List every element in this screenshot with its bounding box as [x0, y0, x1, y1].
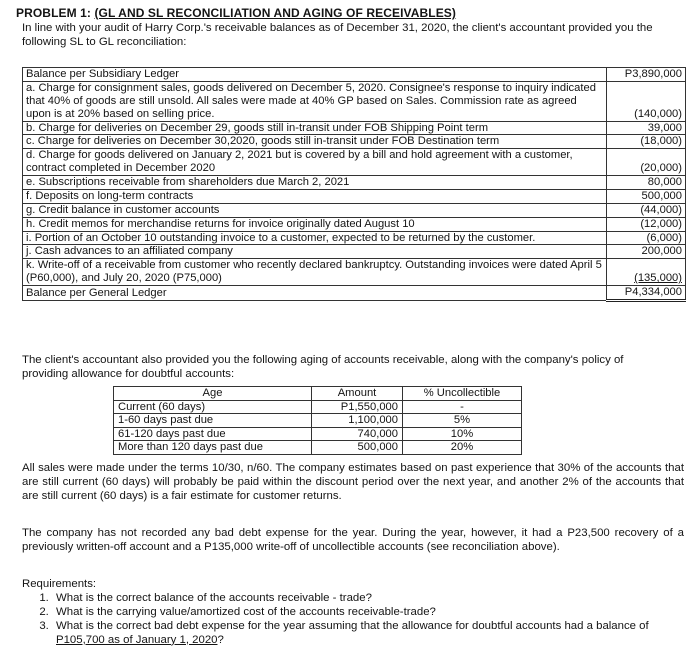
recon-desc: a. Charge for consignment sales, goods delivered on December 5, 2020. Consignee's response to inquiry indicated that 40% of goods are still unsold. All sales were made at 40% GP based on Sales. Commission rate as agreed upon is at 20% based on selling price.	[23, 81, 607, 121]
recon-amount: (6,000)	[607, 231, 686, 245]
recon-amount: (135,000)	[634, 272, 682, 285]
aging-amount: 1,100,000	[312, 414, 403, 428]
requirement-text: What is the correct bad debt expense for the year assuming that the allowance for doubtful accounts had a balance of	[56, 619, 649, 632]
recon-amount: 500,000	[607, 189, 686, 203]
recon-amount: (20,000)	[607, 149, 686, 176]
recon-desc: e. Subscriptions receivable from shareholders due March 2, 2021	[23, 176, 607, 190]
table-row	[23, 286, 686, 301]
requirements-heading: Requirements:	[22, 578, 97, 590]
terms-paragraph: All sales were made under the terms 10/30, n/60. The company estimates based on past experience that 30% of the accounts that are still current (60 days) will probably be paid within the discount period over the next year, and another 2% of the accounts that are still current (60 days) is a fair estimate for customer returns.	[22, 462, 684, 502]
aging-age: Current (60 days)	[114, 400, 312, 414]
requirement-underlined-date: P105,700 as of January 1, 2020	[56, 633, 218, 646]
recon-amount: (140,000)	[607, 81, 686, 121]
recon-desc: k. Write-off of a receivable from customer who recently declared bankruptcy. Outstanding invoices were dated April 5 (P60,000), and July 20, 2020 (P75,000)	[23, 259, 607, 286]
requirement-item	[52, 620, 682, 648]
recon-amount: 39,000	[607, 121, 686, 135]
aging-age: More than 120 days past due	[114, 441, 312, 455]
recon-amount-underlined	[607, 259, 686, 286]
recon-desc: g. Credit balance in customer accounts	[23, 203, 607, 217]
recon-amount: P3,890,000	[607, 68, 686, 82]
requirements-section	[22, 578, 682, 648]
aging-pct: 5%	[403, 414, 522, 428]
recon-desc: f. Deposits on long-term contracts	[23, 189, 607, 203]
table-row	[23, 68, 686, 82]
recon-amount: (18,000)	[607, 135, 686, 149]
recon-desc: i. Portion of an October 10 outstanding invoice to a customer, expected to be returned by the customer.	[23, 231, 607, 245]
table-row	[23, 121, 686, 135]
requirement-item: 1. What is the correct balance of the accounts receivable - trade?	[52, 592, 682, 606]
reconciliation-table	[22, 67, 686, 302]
table-row	[23, 176, 686, 190]
recon-amount: 200,000	[607, 245, 686, 259]
recon-desc: h. Credit memos for merchandise returns for invoice originally dated August 10	[23, 217, 607, 231]
recon-total-amount: P4,334,000	[607, 286, 686, 301]
aging-pct: -	[403, 400, 522, 414]
aging-pct: 20%	[403, 441, 522, 455]
table-row	[23, 81, 686, 121]
aging-amount: P1,550,000	[312, 400, 403, 414]
recon-desc: c. Charge for deliveries on December 30,2020, goods still in-transit under FOB Destination term	[23, 135, 607, 149]
table-row	[23, 259, 686, 286]
requirement-end: ?	[217, 633, 224, 646]
aging-age: 61-120 days past due	[114, 427, 312, 441]
table-row	[114, 441, 522, 455]
title-main: (GL AND SL RECONCILIATION AND AGING OF RECEIVABLES)	[94, 6, 457, 20]
problem-title	[16, 6, 685, 21]
aging-header-amount: Amount	[312, 387, 403, 401]
recon-desc: Balance per Subsidiary Ledger	[23, 68, 607, 82]
aging-header-pct: % Uncollectible	[403, 387, 522, 401]
recon-desc: b. Charge for deliveries on December 29, goods still in-transit under FOB Shipping Point term	[23, 121, 607, 135]
table-row	[114, 414, 522, 428]
recon-desc: j. Cash advances to an affiliated company	[23, 245, 607, 259]
intro-paragraph: In line with your audit of Harry Corp.'s receivable balances as of December 31, 2020, the client's accountant provided you the following SL to GL reconciliation:	[22, 21, 653, 48]
table-row	[23, 245, 686, 259]
recon-desc: Balance per General Ledger	[23, 286, 607, 301]
table-row	[23, 189, 686, 203]
table-row	[23, 203, 686, 217]
aging-header-age: Age	[114, 387, 312, 401]
table-row	[23, 217, 686, 231]
table-row	[23, 149, 686, 176]
aging-amount: 740,000	[312, 427, 403, 441]
table-row	[114, 427, 522, 441]
aging-age: 1-60 days past due	[114, 414, 312, 428]
requirements-list	[22, 592, 682, 648]
aging-pct: 10%	[403, 427, 522, 441]
table-header-row	[114, 387, 522, 401]
aging-table	[113, 386, 522, 455]
recon-amount: 80,000	[607, 176, 686, 190]
aging-amount: 500,000	[312, 441, 403, 455]
table-row	[23, 231, 686, 245]
recon-desc: d. Charge for goods delivered on January 2, 2021 but is covered by a bill and hold agreement with a customer, contract completed in December 2020	[23, 149, 607, 176]
title-prefix: PROBLEM 1:	[16, 6, 95, 20]
table-row	[23, 135, 686, 149]
recon-amount: (12,000)	[607, 217, 686, 231]
table-row	[114, 400, 522, 414]
recon-amount: (44,000)	[607, 203, 686, 217]
bad-debt-paragraph: The company has not recorded any bad debt expense for the year. During the year, however, it had a P23,500 recovery of a previously written-off account and a P135,000 write-off of uncollectible accounts (see reconciliation above).	[22, 527, 684, 553]
aging-intro-paragraph: The client's accountant also provided you the following aging of accounts receivable, along with the company's policy of providing allowance for doubtful accounts:	[22, 354, 624, 380]
requirement-item: 2. What is the carrying value/amortized cost of the accounts receivable-trade?	[52, 606, 682, 620]
